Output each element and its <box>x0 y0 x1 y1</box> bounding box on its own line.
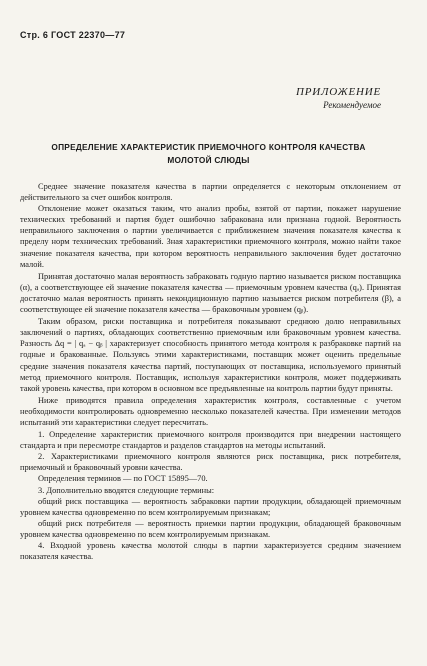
document-body <box>20 181 401 562</box>
paragraph-3: Принятая достаточно малая вероятность забраковать годную партию называется риском поставщика (α), а соответствующее ей значение показателя качества — приемочным уровнем качества (qₐ). Принятая достаточно малая вероятность принять некондиционную партию называется риском потребителя (β), а соответствующее ей значение показателя качества — браковочным уровнем (qᵦ). <box>20 271 401 315</box>
paragraph-10: общий риск поставщика — вероятность забраковки партии продукции, обладающей приемочным уровнем качества одновременно по всем контролируемым признакам; <box>20 496 401 517</box>
section-title-line-2: МОЛОТОЙ СЛЮДЫ <box>167 155 250 165</box>
paragraph-12: 4. Входной уровень качества молотой слюды в партии характеризуется средним значением показателя качества. <box>20 541 401 562</box>
paragraph-2: Отклонение может оказаться таким, что анализ пробы, взятой от партии, покажет нарушение технических требований и партия будет ошибочно забракована или признана годной. Вероятность неправильного заключения о партии увеличивается с приближением значения показателя качества к пределу норм технических требований. Зная характеристики приемочного контроля, можно найти такое значение показателя качества, при котором вероятность неправильного заключения будет достаточно малой. <box>20 204 401 269</box>
paragraph-8: Определения терминов — по ГОСТ 15895—70. <box>38 474 208 484</box>
paragraph-5: Ниже приводятся правила определения характеристик контроля, составленные с учетом необходимости контролировать одновременно несколько показателей качества. При изменении методов испытаний эти характеристики следует пересчитать. <box>20 395 401 427</box>
appendix-title: ПРИЛОЖЕНИЕ <box>296 86 381 98</box>
section-title <box>26 141 391 167</box>
paragraph-1: Среднее значение показателя качества в партии определяется с некоторым отклонением от действительного за счет ошибок контроля. <box>20 182 401 203</box>
page-header: Стр. 6 ГОСТ 22370—77 <box>20 30 126 40</box>
appendix-subtitle: Рекомендуемое <box>323 100 381 110</box>
paragraph-11: общий риск потребителя — вероятность приемки партии продукции, обладающей браковочным уровнем качества одновременно по всем контролируемым признакам. <box>20 518 401 539</box>
section-title-line-1: ОПРЕДЕЛЕНИЕ ХАРАКТЕРИСТИК ПРИЕМОЧНОГО КОНТРОЛЯ КАЧЕСТВА <box>51 142 366 152</box>
paragraph-7: 2. Характеристиками приемочного контроля являются риск поставщика, риск потребителя, приемочный и браковочный уровни качества. <box>20 452 401 473</box>
paragraph-9: 3. Дополнительно вводятся следующие термины: <box>38 485 215 495</box>
paragraph-6: 1. Определение характеристик приемочного контроля производится при внедрении настоящего стандарта и при пересмотре стандартов и разделов стандартов на методы испытаний. <box>20 430 401 451</box>
appendix-label <box>296 86 381 110</box>
paragraph-4: Таким образом, риски поставщика и потребителя показывают среднюю долю неправильных заключений о партиях, обладающих соответственно приемочным или браковочным уровнем качества. Разность Δq = | qₐ − qᵦ | характеризует способность принятого метода контроля к разбраковке партий на годные и бракованные. Пользуясь этими характеристиками, поставщик может оценить предельные средние значения показателя качества партий, поступающих от поставщика, используемого принятый метод приемочного контроля. Поставщик, используя характеристики контроля, может поддерживать такой уровень качества, при котором в основном все предъявленные на контроль партии будут приняты. <box>20 317 401 393</box>
